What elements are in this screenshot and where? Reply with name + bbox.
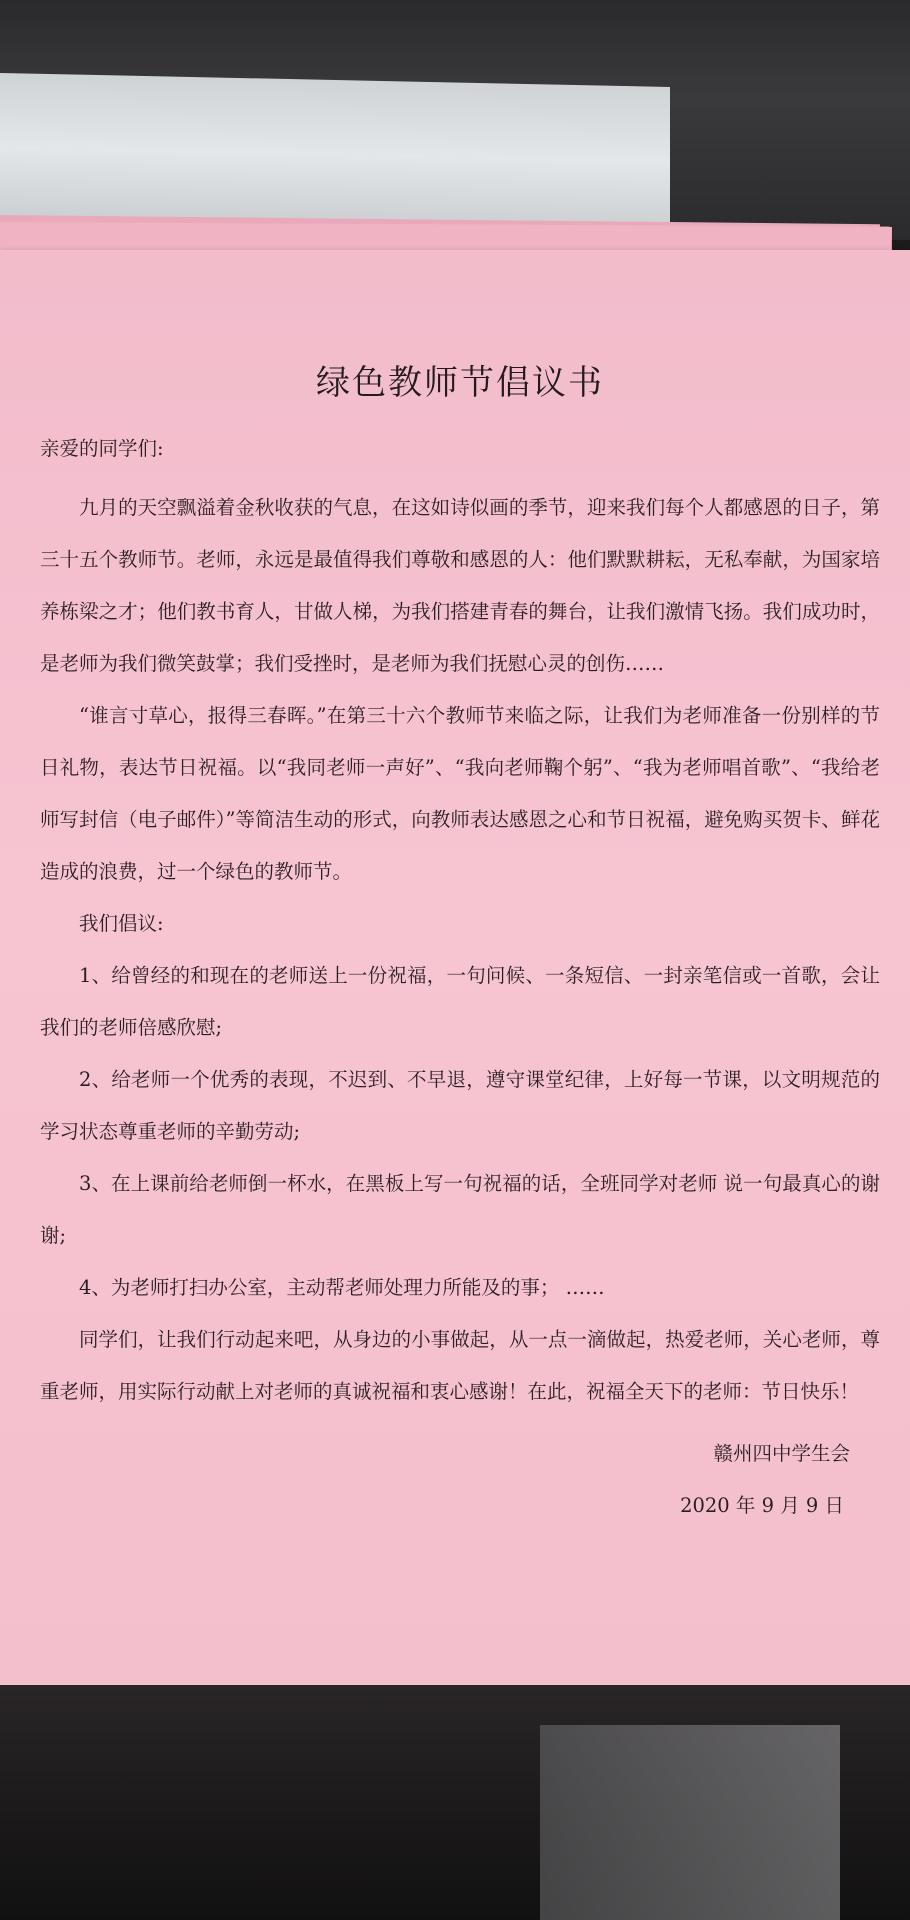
letter-title: 绿色教师节倡议书 (316, 363, 604, 403)
salutation: 亲爱的同学们: (40, 437, 164, 460)
signature: 赣州四中学生会 (713, 1442, 850, 1465)
floor-highlight (540, 1725, 840, 1920)
dark-background-bottom (0, 1685, 910, 1920)
paragraph-intro: 九月的天空飘溢着金秋收获的气息，在这如诗似画的季节，迎来我们每个人都感恩的日子，第三十五个教师节。老师，永远是最值得我们尊敬和感恩的人：他们默默耕耘，无私奉献，为国家培养栋梁之才；他们教书育人，甘做人梯，为我们搭建青春的舞台，让我们激情飞扬。我们成功时，是老师为我们微笑鼓掌；我们受挫时，是老师为我们抚慰心灵的创伤…… (40, 496, 880, 675)
paragraph-gift: “谁言寸草心，报得三春晖。”在第三十六个教师节来临之际，让我们为老师准备一份别样的节日礼物，表达节日祝福。以“我同老师一声好”、“我向老师鞠个躬”、“我为老师唱首歌”、“我给老师写封信（电子邮件）”等简洁生动的形式，向教师表达感恩之心和节日祝福，避免购买贺卡、鲜花造成的浪费，过一个绿色的教师节。 (40, 704, 880, 883)
proposal-item-3: 3、在上课前给老师倒一杯水，在黑板上写一句祝福的话，全班同学对老师 说一句最真心的谢谢; (40, 1172, 880, 1247)
proposal-item-2: 2、给老师一个优秀的表现，不迟到、不早退，遵守课堂纪律，上好每一节课，以文明规范的学习状态尊重老师的辛勤劳动; (40, 1068, 880, 1143)
white-paper-stack (0, 73, 670, 237)
proposal-item-1: 1、给曾经的和现在的老师送上一份祝福，一句问候、一条短信、一封亲笔信或一首歌，会让我们的老师倍感欣慰; (40, 964, 880, 1039)
proposal-letter (40, 330, 880, 1532)
date: 2020 年 9 月 9 日 (680, 1494, 844, 1517)
proposal-item-4: 4、为老师打扫办公室，主动帮老师处理力所能及的事； …… (79, 1276, 605, 1299)
paragraph-proposal-heading: 我们倡议: (79, 912, 164, 935)
paragraph-closing: 同学们，让我们行动起来吧，从身边的小事做起，从一点一滴做起，热爱老师，关心老师，尊重老师，用实际行动献上对老师的真诚祝福和衷心感谢！在此，祝福全天下的老师：节日快乐！ (40, 1328, 880, 1403)
